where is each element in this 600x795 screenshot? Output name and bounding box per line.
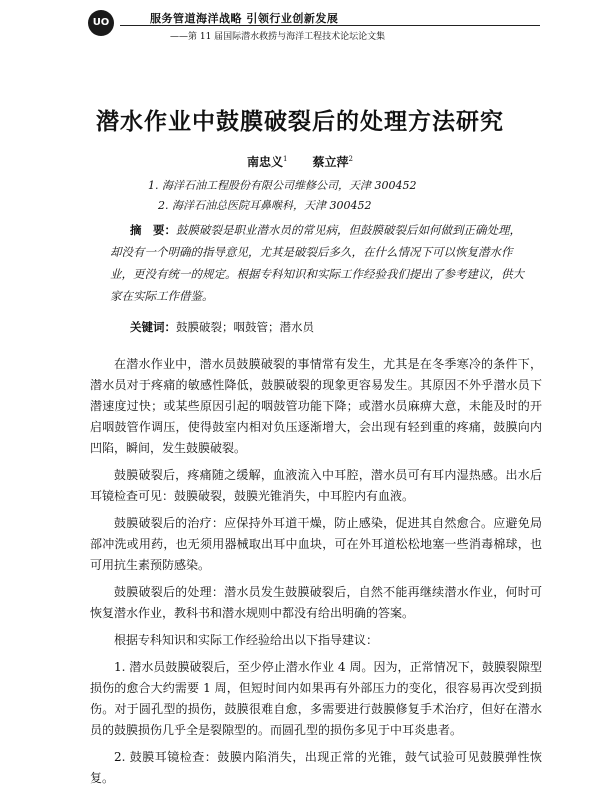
abstract-text: 鼓膜破裂是职业潜水员的常见病，但鼓膜破裂后如何做到正确处理，却没有一个明确的指导意见，尤其是破裂后多久，在什么情况下可以恢复潜水作业，更没有统一的规定。根据专科知识和实际工作经验我们提出了参考建议，供大家在实际工作借鉴。 [110,223,524,303]
journal-logo: UO [88,10,114,36]
paper-title: 潜水作业中鼓膜破裂后的处理方法研究 [96,108,504,135]
author-list [0,153,600,170]
keywords-text: 鼓膜破裂；咽鼓管；潜水员 [176,320,314,334]
abstract-label: 摘 要： [130,223,176,237]
author-affiliation-mark: 1 [282,155,288,163]
body-paragraph: 鼓膜破裂后的治疗：应保持外耳道干燥，防止感染，促进其自然愈合。应避免局部冲洗或用药，也无须用器械取出耳中血块，可在外耳道松松地塞一些消毒棉球，也可用抗生素预防感染。 [90,516,542,572]
keywords-label: 关键词： [130,320,176,334]
author-name: 南忠义 [246,155,283,169]
body-paragraph: 鼓膜破裂后，疼痛随之缓解，血液流入中耳腔，潜水员可有耳内湿热感。出水后耳镜检查可见：鼓膜破裂，鼓膜光锥消失，中耳腔内有血液。 [90,468,542,503]
affiliation-1: 1. 海洋石油工程股份有限公司维修公司，天津 300452 [148,179,417,192]
affiliation-2: 2. 海洋石油总医院耳鼻喉科，天津 300452 [158,199,372,212]
header-slogan: 服务管道海洋战略 引领行业创新发展 [150,12,339,25]
body-text [90,354,542,795]
keywords [130,319,530,335]
body-paragraph: 根据专科知识和实际工作经验给出以下指导建议： [114,633,379,647]
author-name: 蔡立萍 [312,155,349,169]
header-divider [120,25,540,26]
body-paragraph: 1. 潜水员鼓膜破裂后，至少停止潜水作业 4 周。因为，正常情况下，鼓膜裂隙型损伤的愈合大约需要 1 周，但短时间内如果再有外部压力的变化，很容易再次受到损伤。对于圆孔型的损伤，鼓膜很难自愈，多需要进行鼓膜修复手术治疗，但好在潜水员的鼓膜损伤几乎全是裂隙型的。而圆孔型的损伤多见于中耳炎患者。 [90,660,542,737]
body-paragraph: 2. 鼓膜耳镜检查：鼓膜内陷消失，出现正常的光锥，鼓气试验可见鼓膜弹性恢复。 [90,750,542,785]
body-paragraph: 在潜水作业中，潜水员鼓膜破裂的事情常有发生，尤其是在冬季寒冷的条件下，潜水员对于疼痛的敏感性降低，鼓膜破裂的现象更容易发生。其原因不外乎潜水员下潜速度过快；或某些原因引起的咽鼓管功能下降；或潜水员麻痹大意，未能及时的开启咽鼓管作调压，使得鼓室内相对负压逐渐增大，会出现有轻到重的疼痛，鼓膜向内凹陷，瞬间，发生鼓膜破裂。 [90,357,542,455]
author-affiliation-mark: 2 [348,155,354,163]
journal-header [0,0,600,50]
header-proceedings-name: ——第 11 届国际潜水救捞与海洋工程技术论坛论文集 [170,32,386,42]
abstract [110,219,530,307]
body-paragraph: 鼓膜破裂后的处理：潜水员发生鼓膜破裂后，自然不能再继续潜水作业，何时可恢复潜水作业，教科书和潜水规则中都没有给出明确的答案。 [90,585,542,620]
